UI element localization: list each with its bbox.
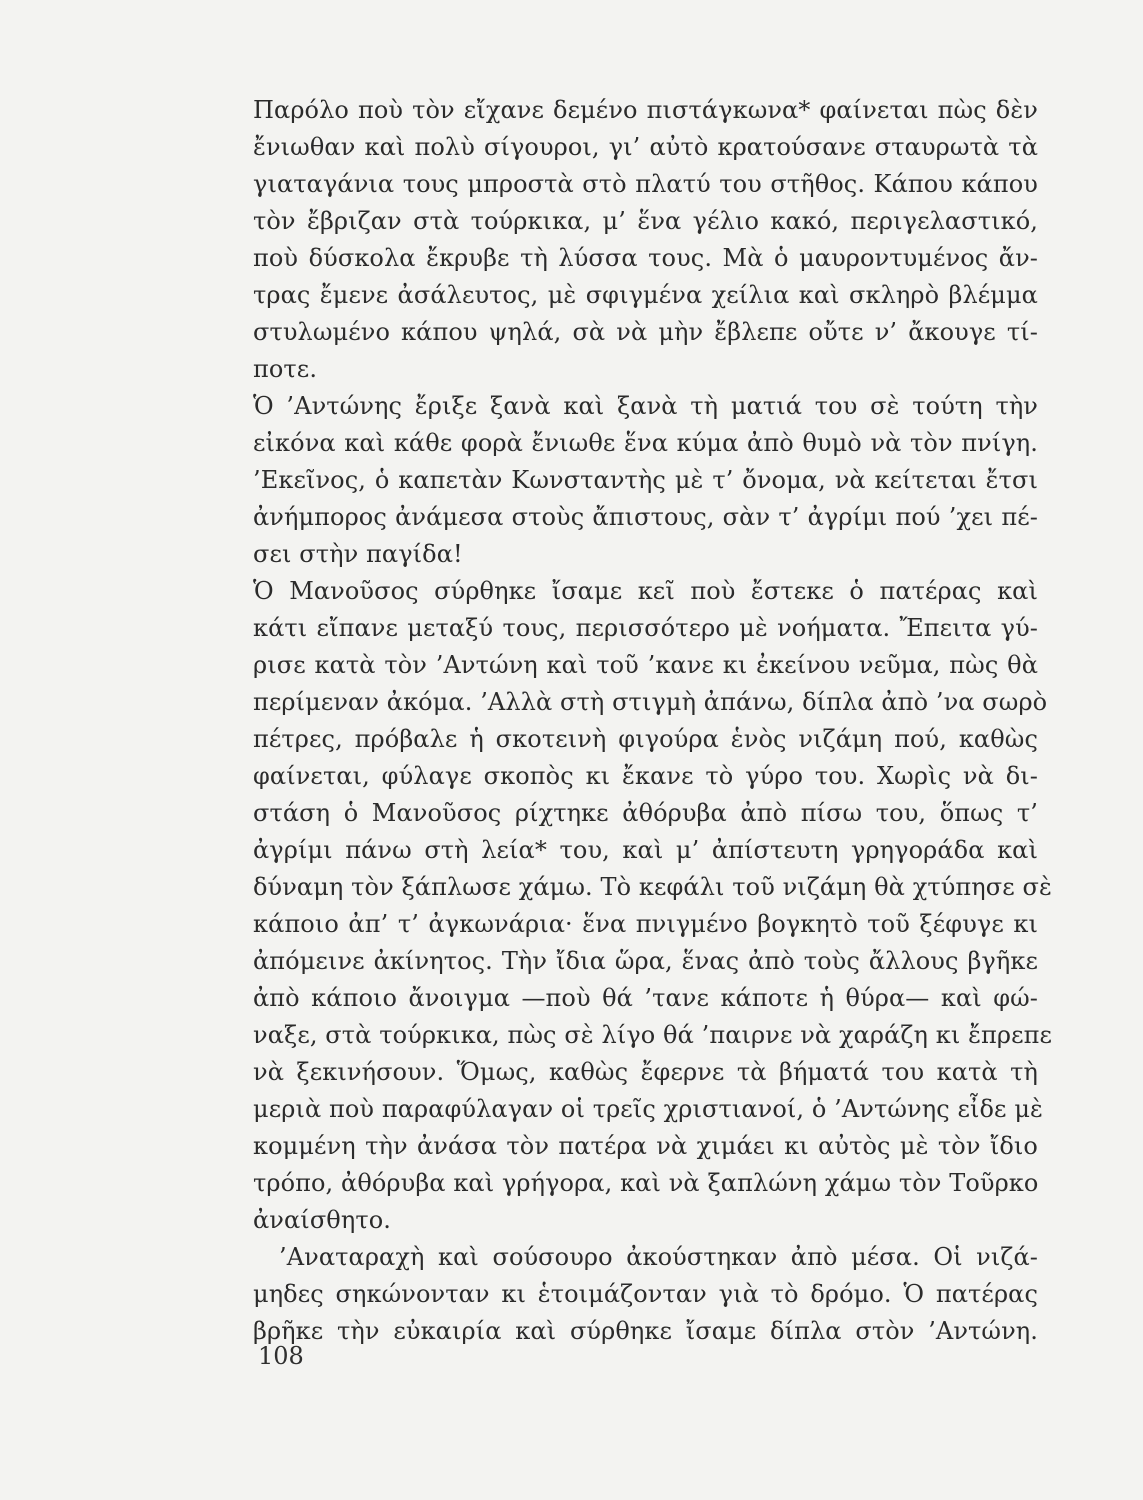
text-line: ἀγρίμι πάνω στὴ λεία* του, καὶ μ’ ἀπίστευτη γρηγοράδα καὶ <box>253 836 1038 864</box>
text-line: ἀπόμεινε ἀκίνητος. Τὴν ἴδια ὥρα, ἕνας ἀπὸ τοὺς ἄλλους βγῆκε <box>253 947 1038 975</box>
text-line: τρόπο, ἀθόρυβα καὶ γρήγορα, καὶ νὰ ξαπλώνη χάμω τὸν Τοῦρκο <box>253 1169 1039 1197</box>
text-line: τρας ἔμενε ἀσάλευτος, μὲ σφιγμένα χείλια καὶ σκληρὸ βλέμμα <box>253 281 1038 309</box>
text-line: βρῆκε τὴν εὐκαιρία καὶ σύρθηκε ἴσαμε δίπλα στὸν ’Αντώνη. <box>253 1317 1038 1345</box>
text-line: ναξε, στὰ τούρκικα, πὼς σὲ λίγο θά ’παιρνε νὰ χαράζη κι ἔπρεπε <box>253 1021 1053 1049</box>
text-line: μηδες σηκώνονταν κι ἑτοιμάζονταν γιὰ τὸ δρόμο. Ὁ πατέρας <box>253 1280 1038 1308</box>
text-line: τὸν ἔβριζαν στὰ τούρκικα, μ’ ἕνα γέλιο κακό, περιγελαστικό, <box>253 207 1038 235</box>
text-line: κομμένη τὴν ἀνάσα τὸν πατέρα νὰ χιμάει κι αὐτὸς μὲ τὸν ἴδιο <box>253 1132 1038 1160</box>
text-line: ρισε κατὰ τὸν ’Αντώνη καὶ τοῦ ’κανε κι ἐκείνου νεῦμα, πὼς θὰ <box>253 651 1038 679</box>
text-line: ’Εκεῖνος, ὁ καπετὰν Κωνσταντὴς μὲ τ’ ὄνομα, νὰ κείτεται ἔτσι <box>253 466 1038 494</box>
text-line: ἀπὸ κάποιο ἄνοιγμα —ποὺ θά ’τανε κάποτε ἡ θύρα— καὶ φώ- <box>253 984 1038 1012</box>
text-line: εἰκόνα καὶ κάθε φορὰ ἔνιωθε ἕνα κύμα ἀπὸ θυμὸ νὰ τὸν πνίγη. <box>253 429 1038 457</box>
text-line: πέτρες, πρόβαλε ἡ σκοτεινὴ φιγούρα ἑνὸς νιζάμη πού, καθὼς <box>253 725 1038 753</box>
text-line: νὰ ξεκινήσουν. Ὅμως, καθὼς ἔφερνε τὰ βήματά του κατὰ τὴ <box>253 1058 1038 1086</box>
text-line: δύναμη τὸν ξάπλωσε χάμω. Τὸ κεφάλι τοῦ νιζάμη θὰ χτύπησε σὲ <box>253 873 1052 901</box>
text-line: φαίνεται, φύλαγε σκοπὸς κι ἔκανε τὸ γύρο του. Χωρὶς νὰ δι- <box>253 762 1038 790</box>
text-line: ποτε. <box>253 355 318 383</box>
page-number: 108 <box>258 1342 304 1370</box>
text-line: κάποιο ἀπ’ τ’ ἀγκωνάρια· ἕνα πνιγμένο βογκητὸ τοῦ ξέφυγε κι <box>253 910 1038 938</box>
text-line: ἔνιωθαν καὶ πολὺ σίγουροι, γι’ αὐτὸ κρατούσανε σταυρωτὰ τὰ <box>253 133 1038 161</box>
text-line: στάση ὁ Μανοῦσος ρίχτηκε ἀθόρυβα ἀπὸ πίσω του, ὅπως τ’ <box>253 799 1038 827</box>
body-text <box>253 92 1053 1350</box>
text-line: Παρόλο ποὺ τὸν εἴχανε δεμένο πιστάγκωνα* φαίνεται πὼς δὲν <box>253 96 1038 124</box>
text-line: κάτι εἴπανε μεταξύ τους, περισσότερο μὲ νοήματα. Ἔπειτα γύ- <box>253 614 1038 642</box>
text-line: περίμεναν ἀκόμα. ’Αλλὰ στὴ στιγμὴ ἀπάνω, δίπλα ἀπὸ ’να σωρὸ <box>253 688 1048 716</box>
text-line: ’Αναταραχὴ καὶ σούσουρο ἀκούστηκαν ἀπὸ μέσα. Οἱ νιζά- <box>279 1243 1038 1271</box>
text-line: μεριὰ ποὺ παραφύλαγαν οἱ τρεῖς χριστιανοί, ὁ ’Αντώνης εἶδε μὲ <box>253 1095 1043 1123</box>
text-line: ποὺ δύσκολα ἔκρυβε τὴ λύσσα τους. Μὰ ὁ μαυροντυμένος ἄν- <box>253 244 1038 272</box>
text-line: γιαταγάνια τους μπροστὰ στὸ πλατύ του στῆθος. Κάπου κάπου <box>253 170 1038 198</box>
text-line: ἀνήμπορος ἀνάμεσα στοὺς ἄπιστους, σὰν τ’ ἀγρίμι πού ’χει πέ- <box>253 503 1038 531</box>
text-line: στυλωμένο κάπου ψηλά, σὰ νὰ μὴν ἔβλεπε οὔτε ν’ ἄκουγε τί- <box>253 318 1038 346</box>
text-line: Ὁ Μανοῦσος σύρθηκε ἴσαμε κεῖ ποὺ ἔστεκε ὁ πατέρας καὶ <box>253 577 1038 605</box>
text-line: σει στὴν παγίδα! <box>253 540 463 568</box>
text-line: Ὁ ’Αντώνης ἔριξε ξανὰ καὶ ξανὰ τὴ ματιά του σὲ τούτη τὴν <box>253 392 1038 420</box>
text-line: ἀναίσθητο. <box>253 1206 391 1234</box>
